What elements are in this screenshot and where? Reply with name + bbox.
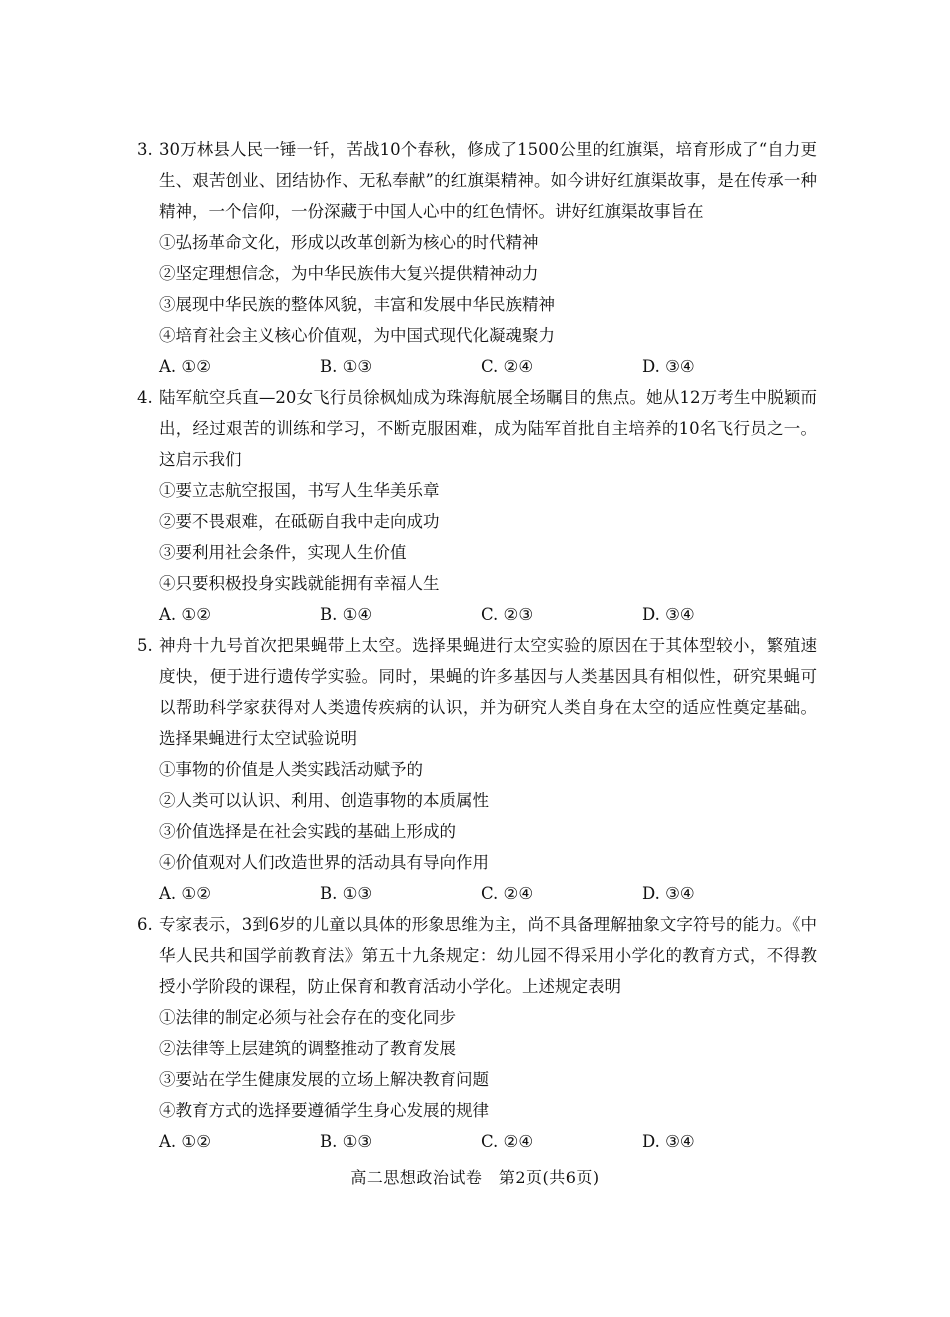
option-a[interactable]: A. ①② bbox=[159, 884, 211, 903]
option-b[interactable]: B. ①④ bbox=[320, 605, 373, 624]
statement-4: ④价值观对人们改造世界的活动具有导向作用 bbox=[159, 853, 489, 872]
option-b[interactable]: B. ①③ bbox=[320, 1132, 373, 1151]
statement-1: ①弘扬革命文化，形成以改革创新为核心的时代精神 bbox=[159, 233, 539, 252]
option-a[interactable]: A. ①② bbox=[159, 1132, 211, 1151]
statement-4: ④只要积极投身实践就能拥有幸福人生 bbox=[159, 574, 440, 593]
option-a[interactable]: A. ①② bbox=[159, 357, 211, 376]
statement-4: ④培育社会主义核心价值观，为中国式现代化凝魂聚力 bbox=[159, 326, 555, 345]
page-footer: 高二思想政治试卷 第2页(共6页) bbox=[350, 1168, 600, 1187]
question-6 bbox=[137, 909, 817, 1157]
question-stem bbox=[137, 630, 817, 754]
answer-options bbox=[137, 351, 817, 382]
statement-2: ②人类可以认识、利用、创造事物的本质属性 bbox=[159, 791, 489, 810]
question-text: 陆军航空兵直—20女飞行员徐枫灿成为珠海航展全场瞩目的焦点。她从12万考生中脱颖而出，经过艰苦的训练和学习，不断克服困难，成为陆军首批自主培养的10名飞行员之一。这启示我们 bbox=[159, 388, 817, 469]
answer-options bbox=[137, 599, 817, 630]
statement-1: ①事物的价值是人类实践活动赋予的 bbox=[159, 760, 423, 779]
question-number: 5. bbox=[137, 636, 153, 655]
statement-2: ②坚定理想信念，为中华民族伟大复兴提供精神动力 bbox=[159, 264, 539, 283]
option-d[interactable]: D. ③④ bbox=[642, 357, 695, 376]
option-d[interactable]: D. ③④ bbox=[642, 884, 695, 903]
statement-4: ④教育方式的选择要遵循学生身心发展的规律 bbox=[159, 1101, 489, 1120]
answer-options bbox=[137, 1126, 817, 1157]
statement-3: ③展现中华民族的整体风貌，丰富和发展中华民族精神 bbox=[159, 295, 555, 314]
statement-3: ③要站在学生健康发展的立场上解决教育问题 bbox=[159, 1070, 489, 1089]
option-d[interactable]: D. ③④ bbox=[642, 605, 695, 624]
question-list bbox=[137, 134, 817, 1157]
question-stem bbox=[137, 134, 817, 227]
question-text: 神舟十九号首次把果蝇带上太空。选择果蝇进行太空实验的原因在于其体型较小，繁殖速度快，便于进行遗传学实验。同时，果蝇的许多基因与人类基因具有相似性，研究果蝇可以帮助科学家获得对人类遗传疾病的认识，并为研究人类自身在太空的适应性奠定基础。选择果蝇进行太空试验说明 bbox=[159, 636, 817, 748]
question-text: 专家表示，3到6岁的儿童以具体的形象思维为主，尚不具备理解抽象文字符号的能力。《中华人民共和国学前教育法》第五十九条规定：幼儿园不得采用小学化的教育方式，不得教授小学阶段的课程，防止保育和教育活动小学化。上述规定表明 bbox=[159, 915, 817, 996]
question-number: 6. bbox=[137, 915, 153, 934]
question-number: 3. bbox=[137, 140, 153, 159]
question-text: 30万林县人民一锤一钎，苦战10个春秋，修成了1500公里的红旗渠，培育形成了“自力更生、艰苦创业、团结协作、无私奉献”的红旗渠精神。如今讲好红旗渠故事，是在传承一种精神，一个信仰，一份深藏于中国人心中的红色情怀。讲好红旗渠故事旨在 bbox=[159, 140, 817, 221]
question-4 bbox=[137, 382, 817, 630]
statement-3: ③要利用社会条件，实现人生价值 bbox=[159, 543, 407, 562]
option-d[interactable]: D. ③④ bbox=[642, 1132, 695, 1151]
statement-1: ①法律的制定必须与社会存在的变化同步 bbox=[159, 1008, 456, 1027]
option-c[interactable]: C. ②④ bbox=[481, 357, 534, 376]
answer-options bbox=[137, 878, 817, 909]
question-3 bbox=[137, 134, 817, 382]
statement-3: ③价值选择是在社会实践的基础上形成的 bbox=[159, 822, 456, 841]
question-stem bbox=[137, 382, 817, 475]
option-c[interactable]: C. ②④ bbox=[481, 884, 534, 903]
statement-2: ②法律等上层建筑的调整推动了教育发展 bbox=[159, 1039, 456, 1058]
statement-1: ①要立志航空报国，书写人生华美乐章 bbox=[159, 481, 440, 500]
question-5 bbox=[137, 630, 817, 909]
option-c[interactable]: C. ②③ bbox=[481, 605, 534, 624]
statement-2: ②要不畏艰难，在砥砺自我中走向成功 bbox=[159, 512, 440, 531]
option-c[interactable]: C. ②④ bbox=[481, 1132, 534, 1151]
question-number: 4. bbox=[137, 388, 153, 407]
option-b[interactable]: B. ①③ bbox=[320, 357, 373, 376]
question-stem bbox=[137, 909, 817, 1002]
option-b[interactable]: B. ①③ bbox=[320, 884, 373, 903]
option-a[interactable]: A. ①② bbox=[159, 605, 211, 624]
